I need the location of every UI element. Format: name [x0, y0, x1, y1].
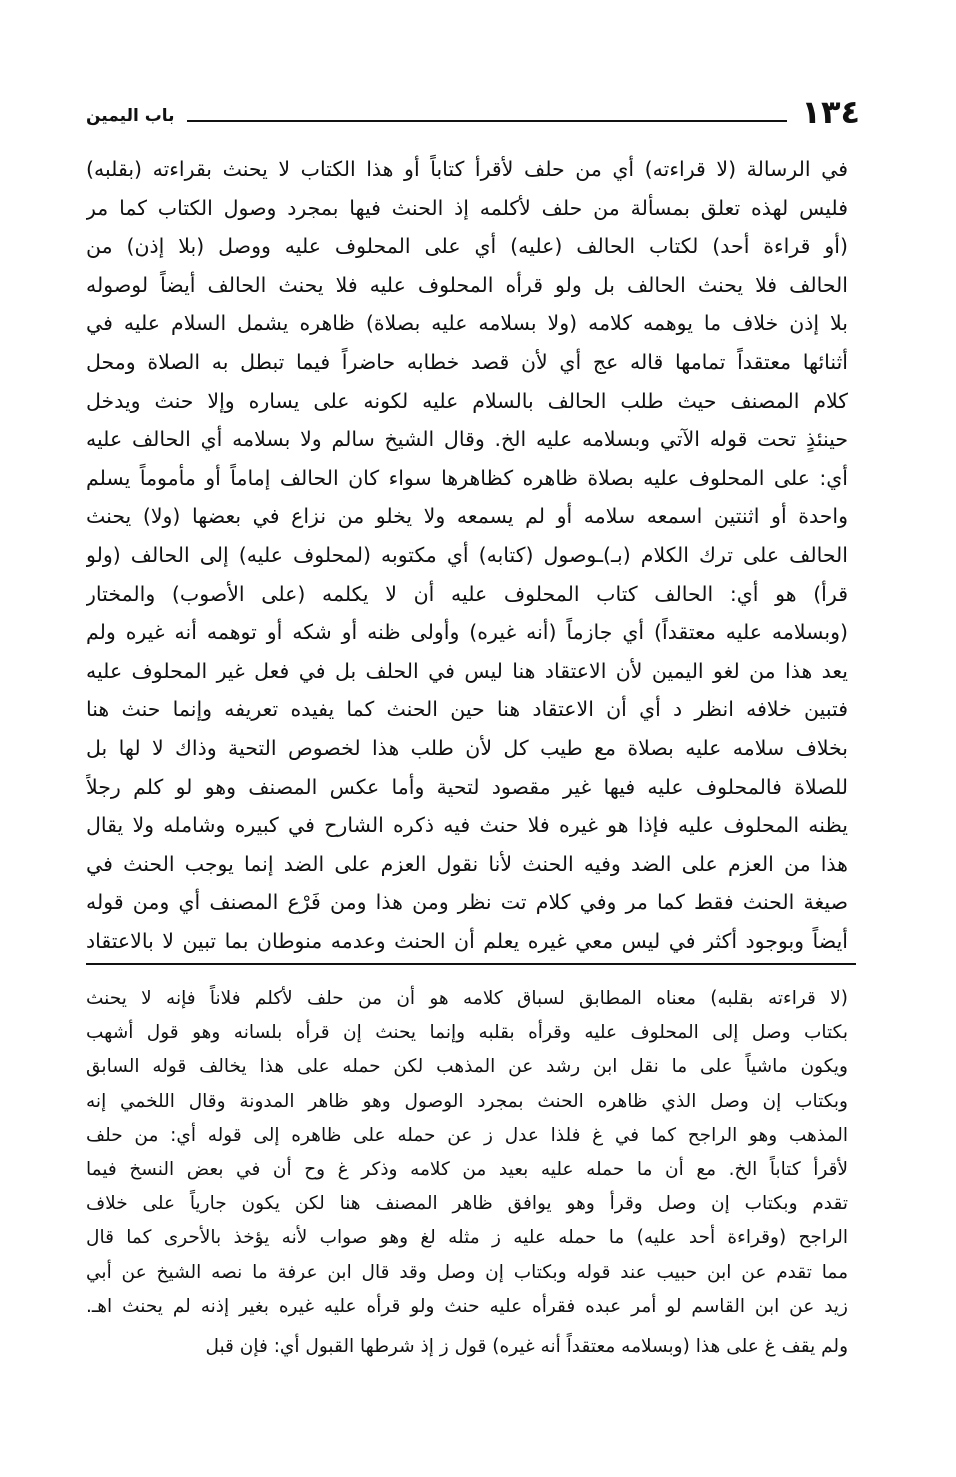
text-line: بلا إذن خلاف ما يوهمه كلامه (ولا بسلامه عليه بصلاة) ظاهره يشمل السلام عليه في: [86, 311, 848, 336]
text-line: الحالف فلا يحنث الحالف بل ولو قرأه المحلوف عليه فلا يحنث الحالف أيضاً لوصوله: [86, 272, 848, 297]
text-line: هذا من العزم على الضد وفيه الحنث لأنا نقول العزم على الضد إنما يوجب الحنث في: [86, 851, 848, 876]
footnote-line: مما تقدم عن ابن حبيب عند قوله وبكتاب إن وصل وقد قال ابن عرفة ما نصه الشيخ عن أبي: [86, 1261, 848, 1283]
main-text: [86, 150, 848, 960]
text-line: (وبسلامه عليه معتقداً) أي جازماً (أنه غيره) وأولى ظنه أو شكه أو توهمه أنه غيره ولم: [86, 620, 848, 645]
footnote-line: (لا قراءته بقلبه) معناه المطابق لسباق كلامه هو أن من حلف لأكلم فلاناً فإنه لا يحنث: [86, 988, 848, 1009]
footnote-line: بكتاب وصل إلى المحلوف عليه وقرأه بقلبه وإنما يحنث إن قرأه بلسانه وهو قول أشهب: [86, 1022, 848, 1044]
text-line: فتبين خلافه انظر د أي أن الاعتقاد هنا حين الحنث كما يفيده تعريفه وإنما حنث هنا: [86, 697, 848, 722]
chapter-title: باب اليمين: [86, 106, 175, 126]
footnote-divider: [86, 963, 856, 965]
footnotes: [86, 982, 848, 1364]
text-line: يعد هذا من لغو اليمين لأن الاعتقاد هنا ليس في الحلف بل في فعل غير المحلوف عليه: [86, 658, 848, 683]
text-line: قرأ) هو أي: الحالف كتاب المحلوف عليه أن لا يكلمه (على الأصوب) والمختار: [86, 581, 848, 606]
text-line: يظنه المحلوف عليه فإذا هو غيره فلا حنث فيه ذكره الشارح في كبيره وشامله ولا يقال: [86, 813, 848, 838]
text-line: بخلاف سلامه عليه بصلاة مع طيب كل لأن طلب هذا لخصوص التحية وذاك لا لها بل: [86, 735, 848, 760]
footnote-line: الراجح (وقراءة أحد عليه) ما حمله عليه ز مثله لغ وهو صواب لأنه يؤخذ بالأحرى كما قال: [86, 1227, 848, 1249]
footnote-line: ويكون ماشياً على ما نقل ابن رشد عن المذهب لكن حمله على هذا يخالف قوله السابق: [86, 1056, 848, 1078]
page-number: ١٣٤: [801, 93, 860, 131]
footnote-line: ولم يقف غ على هذا (وبسلامه معتقداً أنه غيره) قول ز إذ شرطها القبول أي: فإن قبل: [205, 1335, 848, 1357]
page-header: [86, 88, 860, 131]
footnote-line: زيد عن ابن القاسم لو أمر عبده فقرأه عليه حنث ولو قرأه عليه غيره بغير إذنه لم يحنث اهـ.: [86, 1295, 848, 1317]
text-line: للصلاة فالمحلوف عليه فيها غير مقصود لتحية وأما عكس المصنف وهو لو كلم رجلاً: [86, 774, 848, 799]
footnote-line: لأقرأ كتاباً الخ. مع أن ما حمله عليه بعيد من كلامه وذكر غ وح أن في بعض النسخ فيما: [86, 1158, 848, 1180]
text-line: أي: على المحلوف عليه بصلاة ظاهره كظاهرها سواء كان الحالف إماماً أو مأموماً يسلم: [86, 465, 848, 490]
text-line: أيضاً وبوجود أكثر في ليس معي غيره يعلم أن الحنث وعدمه منوطان بما تبين لا بالاعتقاد: [86, 928, 848, 953]
text-line: صيغة الحنث فقط كما مر وفي كلام تت نظر ومن هذا ومن فَرْع المصنف أي ومن قوله: [86, 890, 848, 915]
text-line: كلام المصنف حيث طلب الحالف بالسلام عليه لكونه على يساره وإلا حنث ويدخل: [86, 388, 848, 413]
footnote-line: المذهب وهو الراجح كما في غ فلذا عدل ز عن حمله على ظاهره إلى قوله أي: من حلف: [86, 1124, 848, 1146]
text-line: حينئذٍ تحت قوله الآتي وبسلامه عليه الخ. وقال الشيخ سالم ولا بسلامه أي الحالف عليه: [86, 427, 848, 452]
header-rule: [187, 120, 788, 122]
text-line: فليس لهذه تعلق بمسألة من حلف لأكلمه إذ الحنث فيها بمجرد وصول الكتاب كما مر: [86, 195, 848, 220]
text-line: أثنائها معتقداً تمامها قاله عج أي لأن قصد خطابه حاضراً فيما تبطل به الصلاة ومحل: [86, 349, 848, 374]
text-line: الحالف على ترك الكلام (بـ)ـوصول (كتابه) أي مكتوبه (لمحلوف عليه) إلى الحالف (ولو: [86, 542, 848, 567]
text-line: واحدة أو اثنتين اسمعه سلامه أو لم يسمعه ولا يخلو من نزاع في بعضها (ولا) يحنث: [86, 504, 848, 529]
text-line: في الرسالة (لا قراءته) أي من حلف لأقرأ كتاباً أو هذا الكتاب لا يحنث بقراءته (بقلبه): [86, 157, 848, 181]
text-line: (أو قراءة أحد) لكتاب الحالف (عليه) أي على المحلوف عليه ووصل (بلا إذن) من: [86, 234, 848, 259]
footnote-line: تقدم وبكتاب إن وصل وقرأ وهو يوافق ظاهر المصنف هنا لكن يكون جارياً على خلاف: [86, 1193, 848, 1215]
footnote-line: وبكتاب إن وصل الذي ظاهره الحنث بمجرد الوصول وهو ظاهر المدونة وقال اللخمي إنه: [86, 1090, 848, 1112]
